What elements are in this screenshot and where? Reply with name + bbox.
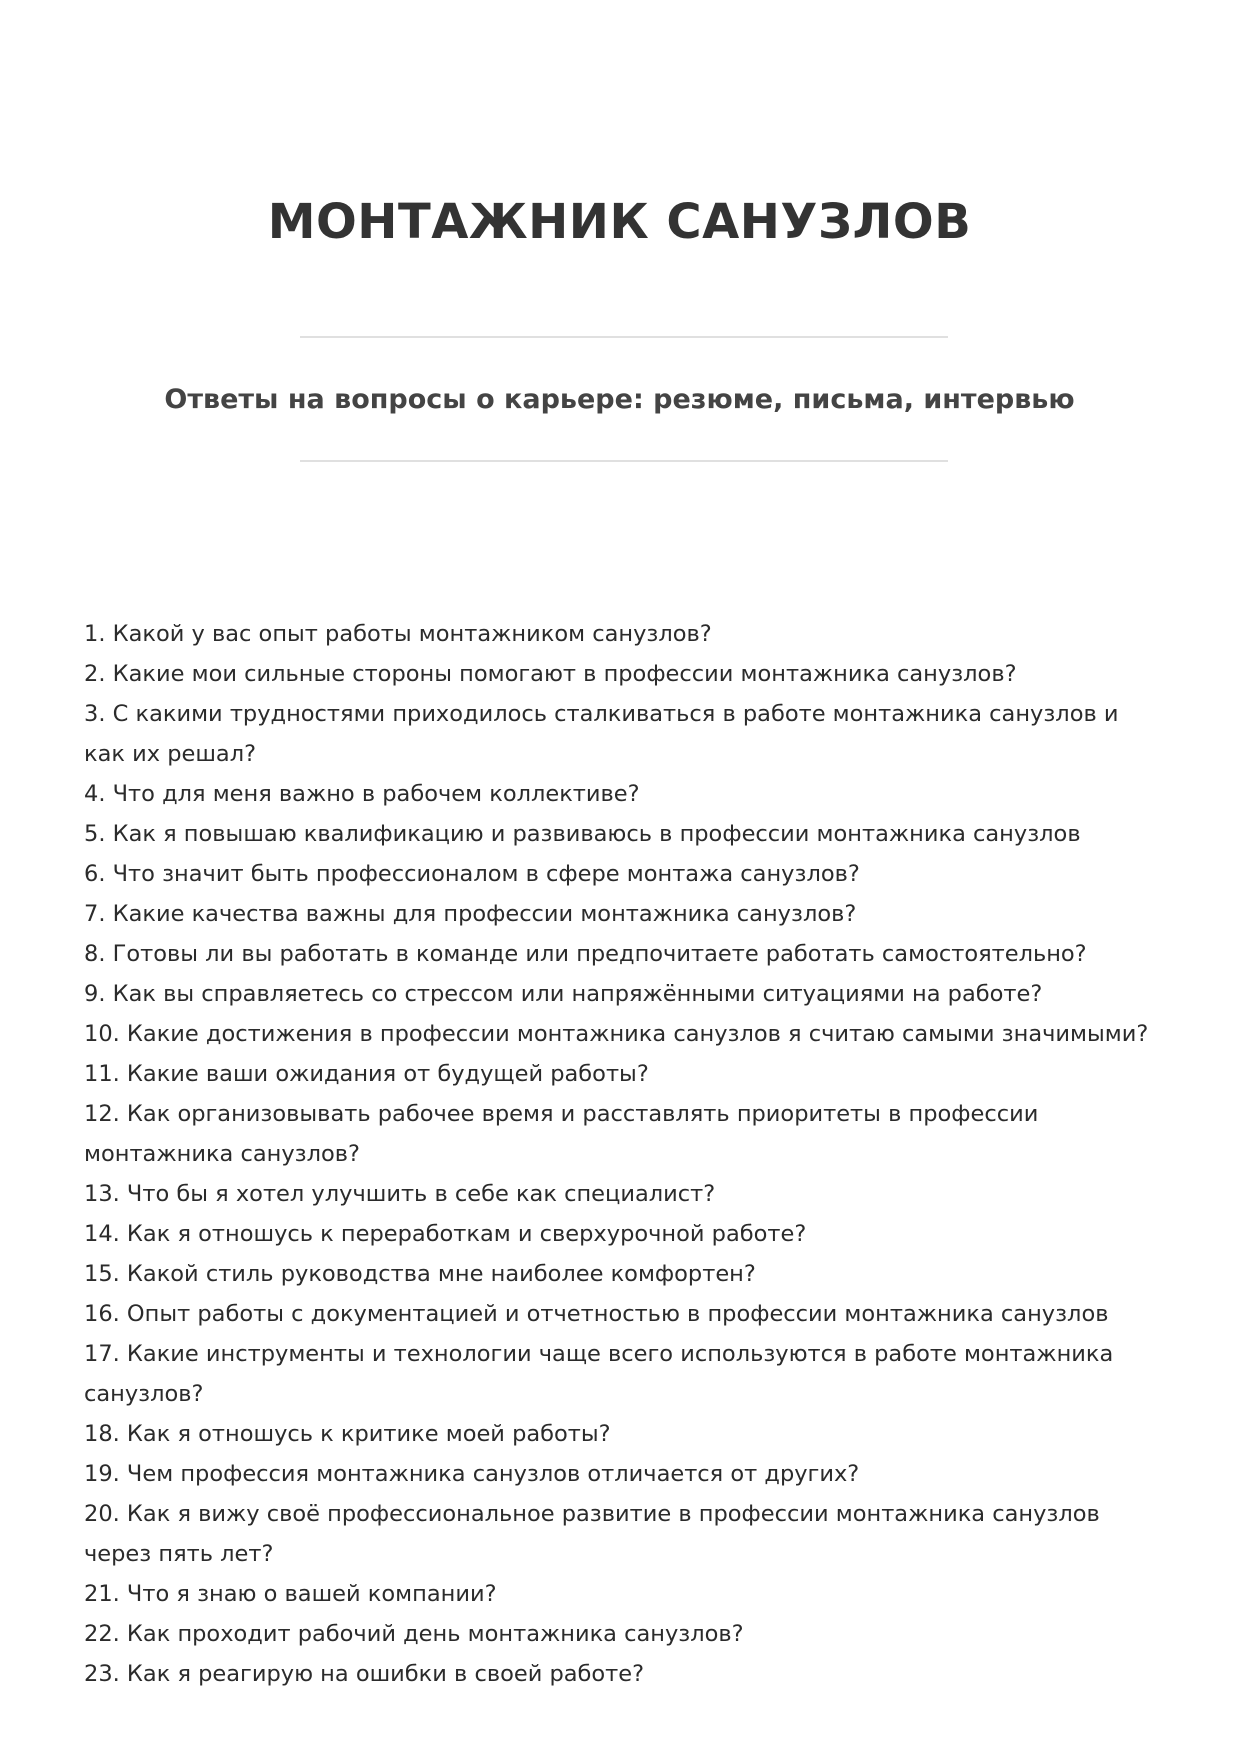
question-item: 18. Как я отношусь к критике моей работы? [84, 1421, 611, 1447]
question-item: 21. Что я знаю о вашей компании? [84, 1581, 497, 1607]
question-item: 16. Опыт работы с документацией и отчетностью в профессии монтажника санузлов [84, 1301, 1109, 1327]
divider-top [300, 336, 948, 338]
page-title: МОНТАЖНИК САНУЗЛОВ [267, 194, 972, 250]
question-item: 19. Чем профессия монтажника санузлов отличается от других? [84, 1461, 860, 1487]
question-item: 14. Как я отношусь к переработкам и сверхурочной работе? [84, 1221, 807, 1247]
question-item: 5. Как я повышаю квалификацию и развиваюсь в профессии монтажника санузлов [84, 821, 1081, 847]
divider-bottom [300, 460, 948, 462]
question-item: 20. Как я вижу своё профессиональное развитие в профессии монтажника санузлов через пять лет? [84, 1501, 1100, 1567]
question-item: 22. Как проходит рабочий день монтажника санузлов? [84, 1621, 744, 1647]
question-item: 11. Какие ваши ожидания от будущей работы? [84, 1061, 649, 1087]
question-item: 4. Что для меня важно в рабочем коллективе? [84, 781, 640, 807]
question-item: 8. Готовы ли вы работать в команде или предпочитаете работать самостоятельно? [84, 941, 1087, 967]
question-item: 10. Какие достижения в профессии монтажника санузлов я считаю самыми значимыми? [84, 1021, 1149, 1047]
question-item: 9. Как вы справляетесь со стрессом или напряжёнными ситуациями на работе? [84, 981, 1043, 1007]
question-item: 6. Что значит быть профессионалом в сфере монтажа санузлов? [84, 861, 860, 887]
question-item: 23. Как я реагирую на ошибки в своей работе? [84, 1661, 645, 1687]
question-item: 12. Как организовывать рабочее время и расставлять приоритеты в профессии монтажника санузлов? [84, 1101, 1039, 1167]
question-item: 13. Что бы я хотел улучшить в себе как специалист? [84, 1181, 716, 1207]
question-item: 2. Какие мои сильные стороны помогают в профессии монтажника санузлов? [84, 661, 1017, 687]
question-item: 15. Какой стиль руководства мне наиболее комфортен? [84, 1261, 756, 1287]
question-item: 17. Какие инструменты и технологии чаще всего используются в работе монтажника санузлов? [84, 1341, 1114, 1407]
question-item: 7. Какие качества важны для профессии монтажника санузлов? [84, 901, 857, 927]
page-subtitle: Ответы на вопросы о карьере: резюме, письма, интервью [164, 384, 1075, 415]
question-item: 3. С какими трудностями приходилось сталкиваться в работе монтажника санузлов и как их решал? [84, 701, 1119, 767]
question-list [84, 614, 1164, 1694]
question-item: 1. Какой у вас опыт работы монтажником санузлов? [84, 621, 712, 647]
